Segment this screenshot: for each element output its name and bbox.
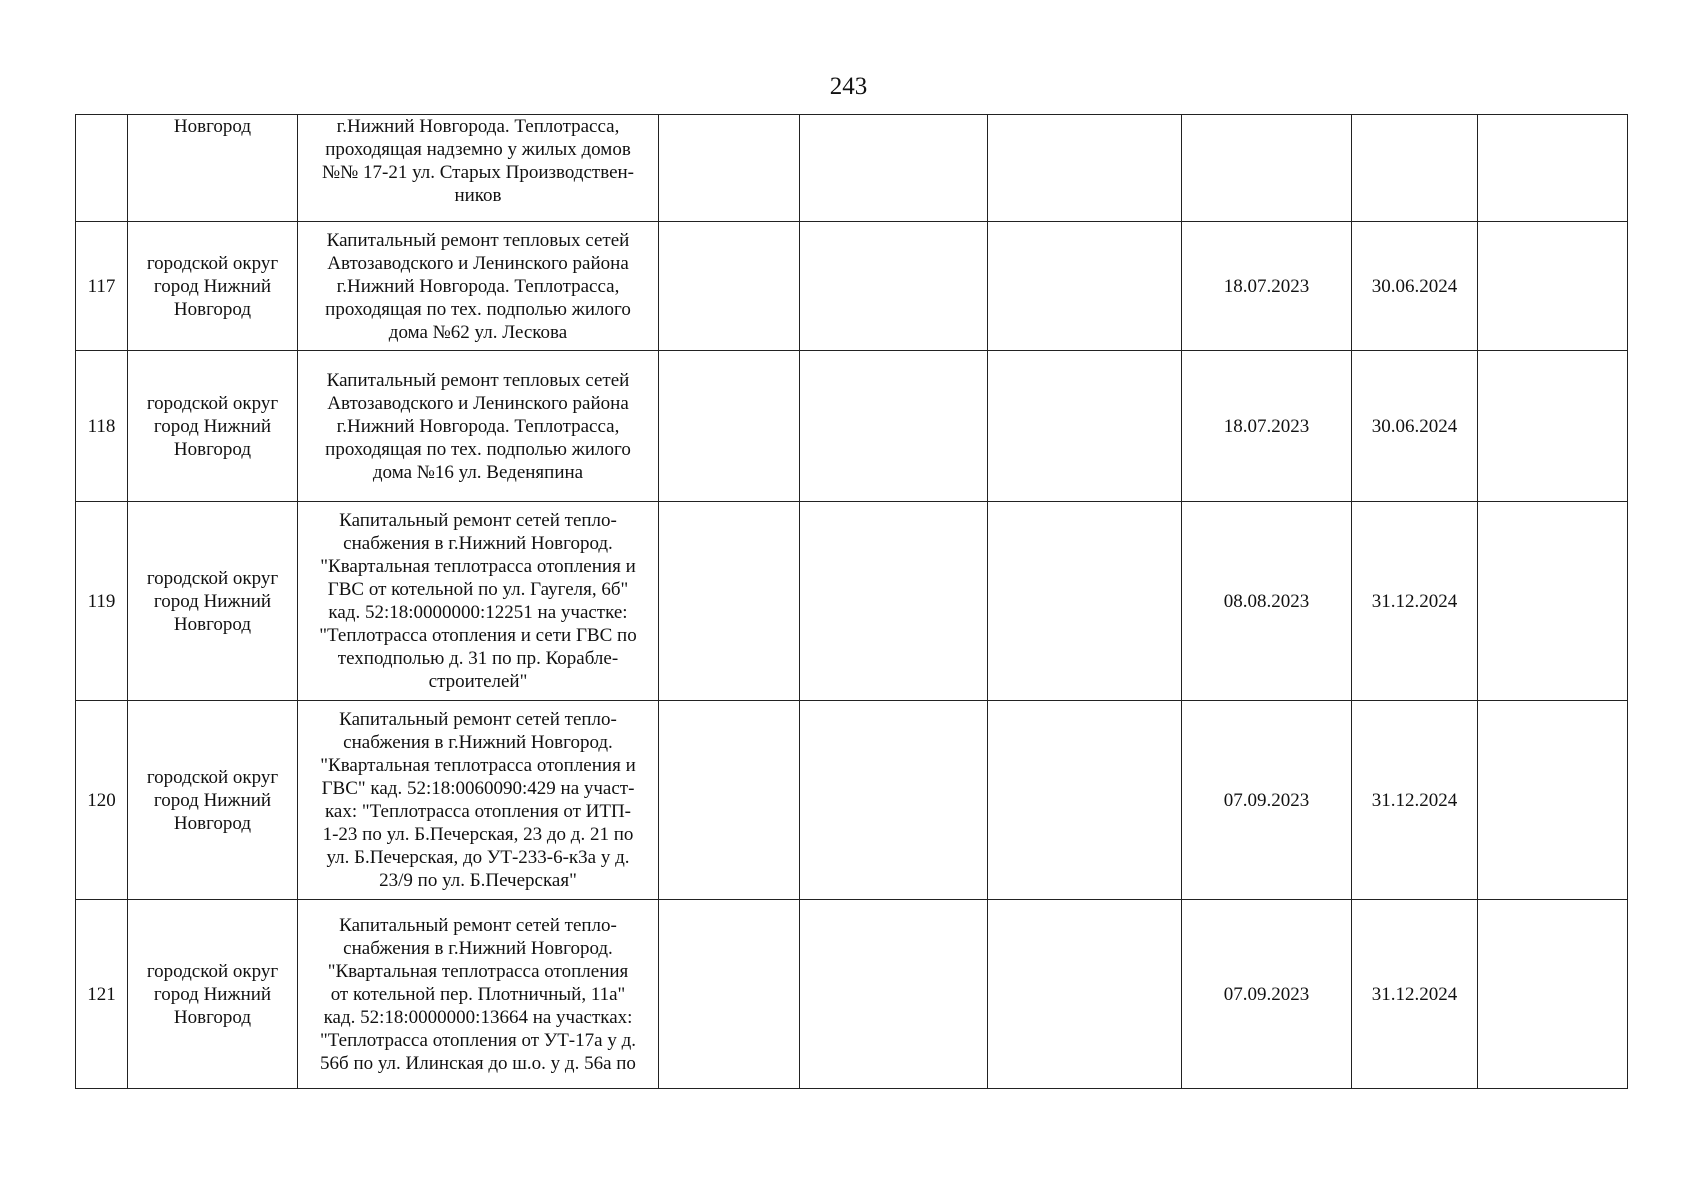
empty-cell [659, 900, 800, 1089]
municipality-cell [128, 701, 298, 900]
empty-cell [988, 900, 1182, 1089]
description-line: дома №16 ул. Веденяпина [372, 461, 584, 483]
description-line: 56б по ул. Илинская до ш.о. у д. 56а по [320, 1053, 636, 1074]
description-line: Капитальный ремонт сетей тепло- [339, 709, 617, 730]
row-number: 118 [76, 351, 128, 502]
empty-cell [659, 701, 800, 900]
description-line: кад. 52:18:0000000:12251 на участке: [328, 602, 628, 623]
description-line: Капитальный ремонт тепловых сетей [326, 229, 630, 251]
start-date-cell: 07.09.2023 [1182, 900, 1352, 1089]
start-date-cell: 18.07.2023 [1182, 351, 1352, 502]
description-line: ул. Б.Печерская, до УТ-233-6-к3а у д. [326, 847, 630, 868]
table-row [76, 115, 1628, 222]
description-line: "Квартальная теплотрасса отопления [327, 961, 629, 982]
description-line: снабжения в г.Нижний Новгород. [343, 533, 613, 554]
description-line: от котельной пер. Плотничный, 11а" [330, 984, 626, 1005]
page-number: 243 [829, 73, 868, 100]
description-line: снабжения в г.Нижний Новгород. [343, 732, 613, 753]
description-cell [298, 701, 659, 900]
municipality-line: городской округ [146, 392, 279, 414]
end-date-cell: 31.12.2024 [1352, 900, 1478, 1089]
municipality-line: Новгород [173, 812, 252, 834]
description-line: дома №62 ул. Лескова [388, 321, 568, 343]
description-line: "Квартальная теплотрасса отопления и [320, 755, 636, 776]
empty-cell [988, 701, 1182, 900]
end-date-cell [1352, 115, 1478, 222]
table-row [76, 502, 1628, 701]
municipality-line: город Нижний [153, 275, 272, 297]
empty-cell [988, 222, 1182, 351]
description-line: техподполью д. 31 по пр. Корабле- [337, 648, 619, 669]
table-row [76, 222, 1628, 351]
table-row [76, 351, 1628, 502]
description-line: г.Нижний Новгорода. Теплотрасса, [336, 116, 620, 137]
description-line: строителей" [428, 671, 528, 692]
empty-cell [1478, 701, 1628, 900]
empty-cell [659, 115, 800, 222]
municipality-line: городской округ [146, 567, 279, 589]
empty-cell [988, 351, 1182, 502]
municipality-line: городской округ [146, 766, 279, 788]
row-number: 121 [76, 900, 128, 1089]
row-number: 119 [76, 502, 128, 701]
municipality-line: Новгород [173, 1006, 252, 1028]
description-cell [298, 502, 659, 701]
row-number: 117 [76, 222, 128, 351]
end-date-cell: 31.12.2024 [1352, 502, 1478, 701]
description-line: ГВС от котельной по ул. Гаугеля, 6б" [327, 579, 629, 600]
description-line: "Теплотрасса отопления от УТ-17а у д. [320, 1030, 636, 1051]
empty-cell [800, 222, 988, 351]
municipality-line: Новгород [173, 298, 252, 320]
empty-cell [800, 701, 988, 900]
description-line: Автозаводского и Ленинского района [327, 252, 629, 274]
description-cell [298, 222, 659, 351]
municipality-line: город Нижний [153, 415, 272, 437]
start-date-cell: 07.09.2023 [1182, 701, 1352, 900]
description-line: 23/9 по ул. Б.Печерская" [379, 870, 577, 891]
table-row [76, 900, 1628, 1089]
municipality-cell [128, 222, 298, 351]
municipality-line: город Нижний [153, 983, 272, 1005]
description-line: №№ 17-21 ул. Старых Производствен- [321, 162, 634, 183]
empty-cell [1478, 222, 1628, 351]
description-line: 1-23 по ул. Б.Печерская, 23 до д. 21 по [322, 824, 634, 845]
end-date-cell: 30.06.2024 [1352, 351, 1478, 502]
description-line: г.Нижний Новгорода. Теплотрасса, [336, 415, 620, 437]
start-date-cell [1182, 115, 1352, 222]
description-line: снабжения в г.Нижний Новгород. [343, 938, 613, 959]
start-date-cell: 18.07.2023 [1182, 222, 1352, 351]
start-date-cell: 08.08.2023 [1182, 502, 1352, 701]
description-line: Капитальный ремонт сетей тепло- [339, 510, 617, 531]
empty-cell [1478, 115, 1628, 222]
municipality-line: городской округ [146, 960, 279, 982]
municipality-line: город Нижний [153, 789, 272, 811]
empty-cell [800, 351, 988, 502]
end-date-cell: 30.06.2024 [1352, 222, 1478, 351]
empty-cell [800, 115, 988, 222]
municipality-cell [128, 900, 298, 1089]
description-line: проходящая по тех. подполью жилого [325, 438, 631, 460]
municipality-line: город Нижний [153, 590, 272, 612]
empty-cell [1478, 502, 1628, 701]
description-line: Капитальный ремонт тепловых сетей [326, 369, 630, 391]
description-line: ников [454, 185, 502, 206]
empty-cell [659, 502, 800, 701]
description-cell [298, 351, 659, 502]
municipality-line: Новгород [173, 613, 252, 635]
end-date-cell: 31.12.2024 [1352, 701, 1478, 900]
empty-cell [659, 222, 800, 351]
description-cell [298, 115, 659, 222]
row-number: 120 [76, 701, 128, 900]
municipality-cell [128, 115, 298, 222]
empty-cell [1478, 900, 1628, 1089]
description-line: проходящая надземно у жилых домов [325, 139, 631, 160]
municipality-cell [128, 502, 298, 701]
municipality-line: Новгород [173, 438, 252, 460]
empty-cell [988, 502, 1182, 701]
description-line: Автозаводского и Ленинского района [327, 392, 629, 414]
description-line: г.Нижний Новгорода. Теплотрасса, [336, 275, 620, 297]
description-line: проходящая по тех. подполью жилого [325, 298, 631, 320]
empty-cell [800, 900, 988, 1089]
municipality-line: городской округ [146, 252, 279, 274]
description-cell [298, 900, 659, 1089]
description-line: ках: "Теплотрасса отопления от ИТП- [324, 801, 631, 822]
municipality-cell [128, 351, 298, 502]
municipality-line: Новгород [173, 116, 252, 137]
works-table [75, 114, 1628, 1089]
description-line: кад. 52:18:0000000:13664 на участках: [323, 1007, 633, 1028]
description-line: "Теплотрасса отопления и сети ГВС по [319, 625, 637, 646]
description-line: Капитальный ремонт сетей тепло- [339, 915, 617, 936]
row-number [76, 115, 128, 222]
empty-cell [659, 351, 800, 502]
table-row [76, 701, 1628, 900]
empty-cell [800, 502, 988, 701]
empty-cell [988, 115, 1182, 222]
description-line: ГВС" кад. 52:18:0060090:429 на участ- [321, 778, 635, 799]
description-line: "Квартальная теплотрасса отопления и [320, 556, 636, 577]
empty-cell [1478, 351, 1628, 502]
